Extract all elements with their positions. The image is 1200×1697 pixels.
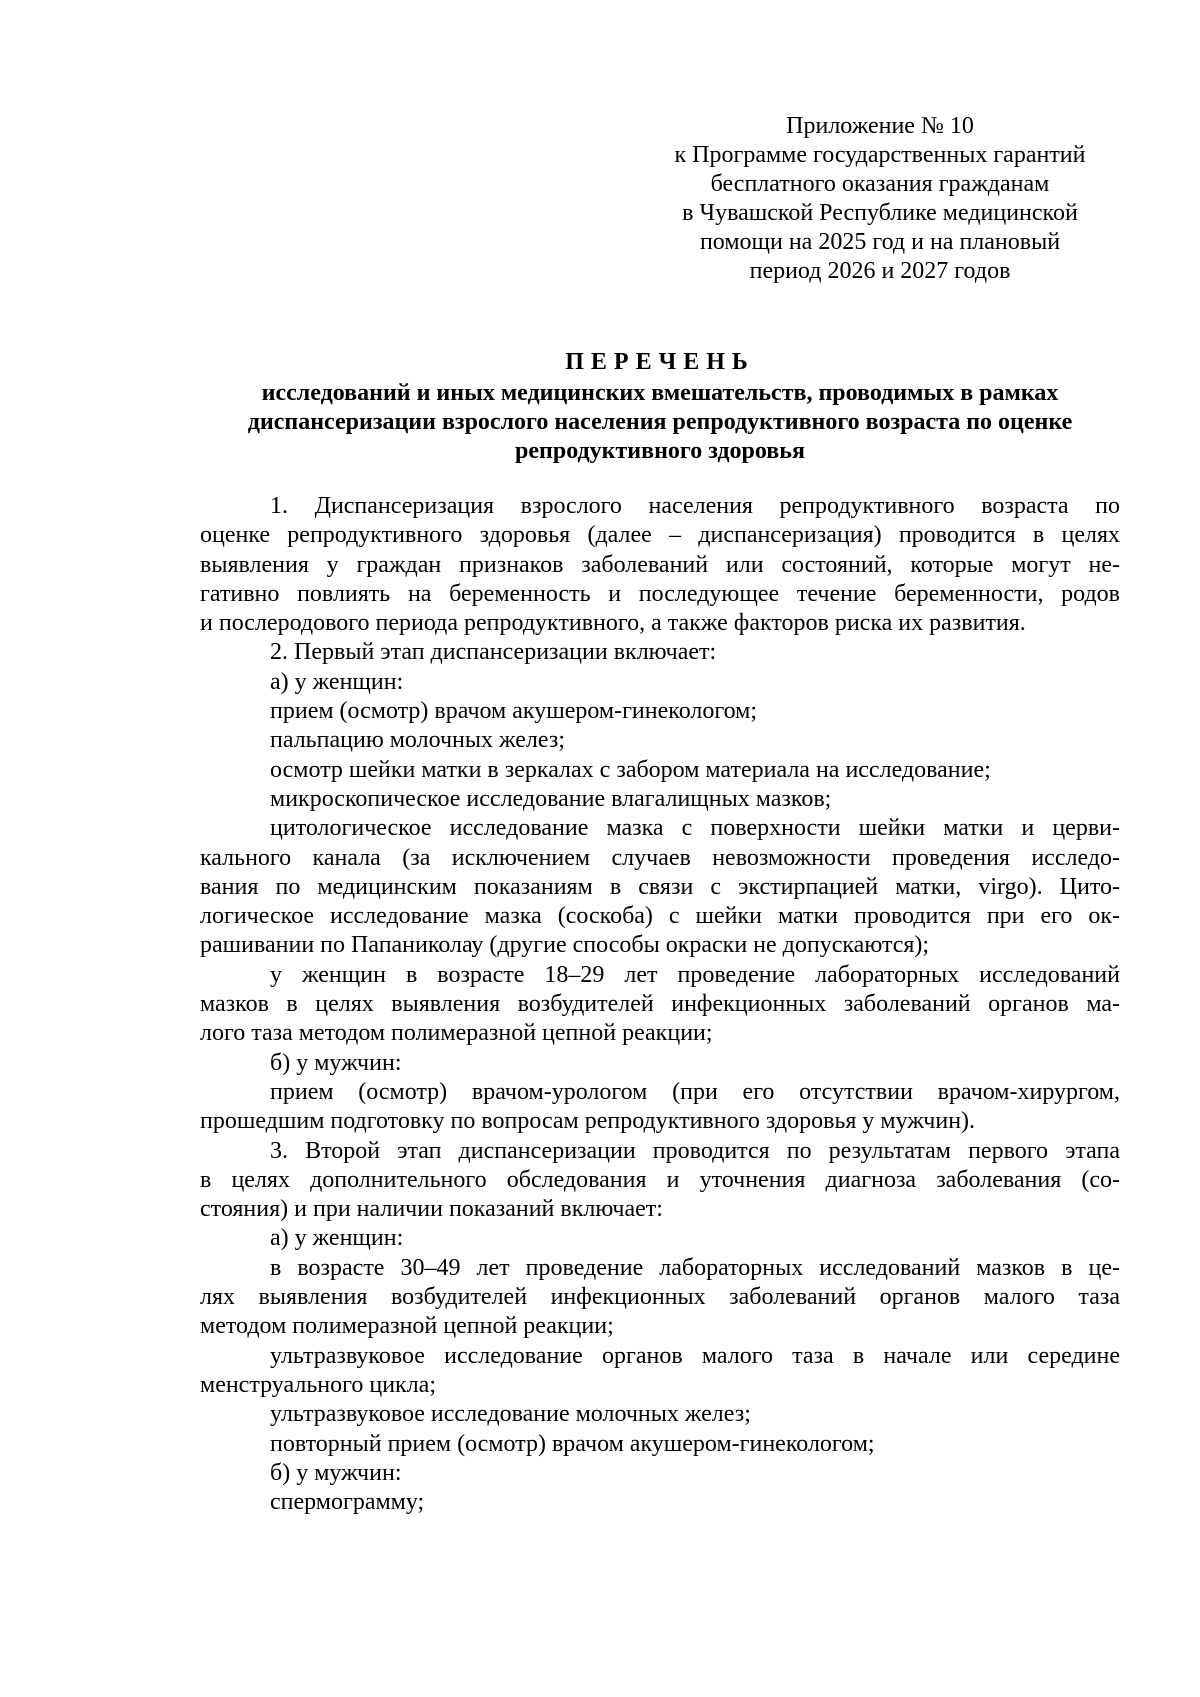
body-line: прошедшим подготовку по вопросам репродуктивного здоровья у мужчин). bbox=[200, 1108, 976, 1135]
body-line: стояния) и при наличии показаний включает: bbox=[200, 1196, 663, 1223]
document-heading bbox=[200, 348, 1120, 466]
body-line: а) у женщин: bbox=[270, 1225, 404, 1252]
body-line: спермограмму; bbox=[270, 1489, 425, 1516]
subtitle-line: диспансеризации взрослого населения репродуктивного возраста по оценке bbox=[247, 409, 1073, 435]
subtitle-line: репродуктивного здоровья bbox=[515, 438, 805, 464]
body-line: оценке репродуктивного здоровья (далее – диспансеризация) проводится в целях bbox=[200, 522, 1120, 549]
body-line: лого таза методом полимеразной цепной реакции; bbox=[200, 1020, 713, 1047]
body-line: вания по медицинским показаниям в связи с экстирпацией матки, virgo). Цито- bbox=[200, 873, 1120, 900]
appendix-header bbox=[640, 112, 1120, 286]
document-title: ПЕРЕЧЕНЬ bbox=[565, 349, 755, 375]
body-line: б) у мужчин: bbox=[270, 1049, 402, 1076]
body-line: а) у женщин: bbox=[270, 668, 404, 695]
body-line: рашивании по Папаниколау (другие способы окраски не допускаются); bbox=[200, 932, 930, 959]
body-line: 1. Диспансеризация взрослого населения репродуктивного возраста по bbox=[270, 493, 1120, 519]
body-line: прием (осмотр) врачом-урологом (при его отсутствии врачом-хирургом, bbox=[270, 1078, 1120, 1105]
body-line: мазков в целях выявления возбудителей инфекционных заболеваний органов ма- bbox=[200, 991, 1120, 1018]
body-line: методом полимеразной цепной реакции; bbox=[200, 1313, 614, 1340]
body-line: в целях дополнительного обследования и уточнения диагноза заболевания (со- bbox=[200, 1166, 1120, 1193]
document-subtitle bbox=[200, 379, 1120, 466]
body-line: ультразвуковое исследование органов малого таза в начале или середине bbox=[270, 1342, 1120, 1369]
body-line: выявления у граждан признаков заболеваний или состояний, которые могут не- bbox=[200, 551, 1120, 578]
body-line: лях выявления возбудителей инфекционных заболеваний органов малого таза bbox=[200, 1284, 1120, 1311]
body-line: кального канала (за исключением случаев невозможности проведения исследо- bbox=[200, 844, 1120, 871]
body-line: логическое исследование мазка (соскоба) с шейки матки проводится при его ок- bbox=[200, 903, 1120, 930]
body-line: и послеродового периода репродуктивного, а также факторов риска их развития. bbox=[200, 610, 1026, 637]
body-line: у женщин в возрасте 18–29 лет проведение лабораторных исследований bbox=[270, 961, 1120, 988]
appendix-line: Приложение № 10 bbox=[786, 113, 974, 139]
body-line: прием (осмотр) врачом акушером-гинекологом; bbox=[270, 698, 757, 725]
body-line: 3. Второй этап диспансеризации проводится по результатам первого этапа bbox=[270, 1137, 1120, 1164]
appendix-line: бесплатного оказания гражданам bbox=[710, 171, 1050, 197]
appendix-line: к Программе государственных гарантий bbox=[674, 142, 1086, 168]
appendix-line: в Чувашской Республике медицинской bbox=[682, 200, 1078, 226]
body-line: гативно повлиять на беременность и последующее течение беременности, родов bbox=[200, 580, 1120, 607]
body-line: осмотр шейки матки в зеркалах с забором материала на исследование; bbox=[270, 756, 991, 783]
appendix-line: помощи на 2025 год и на плановый bbox=[699, 229, 1061, 255]
body-line: пальпацию молочных желез; bbox=[270, 727, 565, 754]
body-line: менструального цикла; bbox=[200, 1371, 437, 1398]
appendix-line: период 2026 и 2027 годов bbox=[749, 258, 1011, 284]
body-line: микроскопическое исследование влагалищных мазков; bbox=[270, 785, 832, 812]
body-line: б) у мужчин: bbox=[270, 1459, 402, 1486]
document-body bbox=[200, 492, 1120, 1517]
body-line: цитологическое исследование мазка с поверхности шейки матки и церви- bbox=[270, 815, 1120, 842]
body-line: в возрасте 30–49 лет проведение лабораторных исследований мазков в це- bbox=[270, 1254, 1120, 1281]
body-line: повторный прием (осмотр) врачом акушером-гинекологом; bbox=[270, 1430, 875, 1457]
subtitle-line: исследований и иных медицинских вмешательств, проводимых в рамках bbox=[261, 380, 1059, 406]
body-line: ультразвуковое исследование молочных желез; bbox=[270, 1401, 751, 1428]
body-line: 2. Первый этап диспансеризации включает: bbox=[270, 639, 717, 666]
